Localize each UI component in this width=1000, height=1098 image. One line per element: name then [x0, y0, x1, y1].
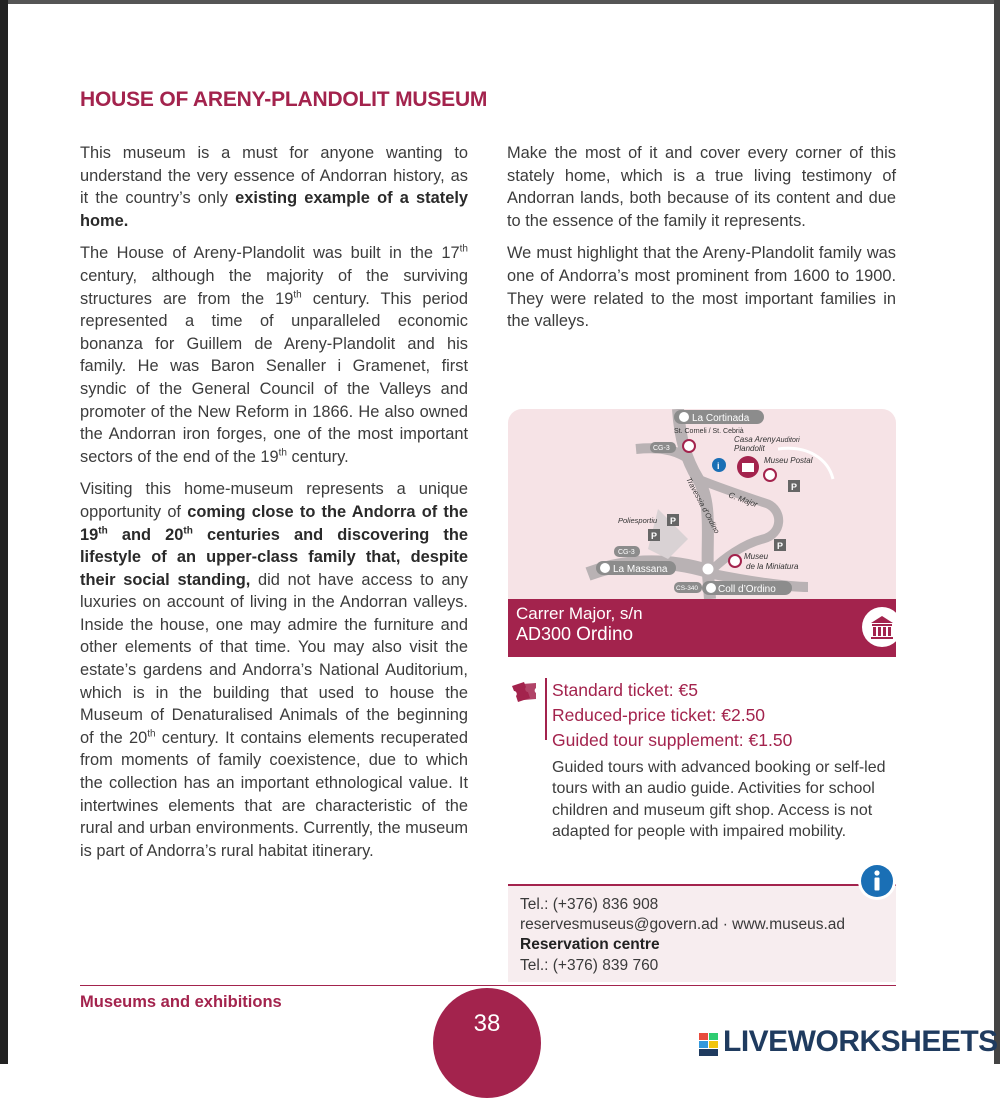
map-arrow-cortinada	[679, 412, 689, 422]
map-svg	[508, 409, 896, 599]
map-arrow-coll-ordino	[706, 583, 716, 593]
ticket-icon	[510, 678, 540, 706]
map-label-auditori: Auditori	[776, 437, 800, 444]
map-roundabout	[701, 562, 715, 576]
address-town-line	[516, 624, 633, 646]
contact-box	[508, 884, 896, 982]
svg-text:P: P	[777, 541, 784, 551]
map-museum-icon-glyph	[742, 463, 754, 472]
page-number-badge	[433, 988, 541, 1098]
watermark-text: LIVEWORKSHEETS	[723, 1025, 998, 1058]
left-paragraph-2: The House of Areny-Plandolit was built in the 17th century, although the majority of the surviving structures are from the 19th century. This period represented a time of unparalleled economic bonanza for Guillem de Areny-Plandolit and his family. He was Baron Senaller i Gramenet, first syndic of the General Council of the Valleys and promoter of the New Reform in 1866. He also owned the Andorran iron forges, one of the most important sectors of the end of the 19th century.	[80, 243, 468, 466]
info-icon	[858, 862, 896, 900]
page-frame-top	[0, 0, 1000, 4]
ticket-divider	[545, 678, 547, 740]
map-arrow-la-massana	[600, 563, 610, 573]
footer-rule	[80, 985, 896, 986]
map-label-museu-postal: Museu Postal	[764, 456, 813, 465]
map-church-icon	[683, 440, 695, 452]
contact-email-web[interactable]: reservesmuseus@govern.ad · www.museus.ad	[520, 916, 846, 933]
map-label-casa-areny-1: Casa Areny	[734, 435, 776, 444]
map-label-st-corneli: St. Corneli / St. Cebrià	[674, 428, 744, 435]
map-info-icon-glyph: i	[717, 461, 720, 471]
map-label-coll-ordino: Coll d’Ordino	[718, 584, 776, 595]
map-label-casa-areny-2: Plandolit	[734, 444, 765, 453]
ticket-info: Guided tours with advanced booking or self-led tours with an audio guide. Activities for school children and museum gift shop. Access is not adapted for people with impaired mobility.	[552, 759, 886, 840]
map-label-cg3-top: CG-3	[653, 445, 670, 452]
map-label-cs340: CS-340	[676, 585, 699, 592]
svg-text:P: P	[670, 516, 677, 526]
page-frame-left	[0, 0, 8, 1064]
ticket-standard: Standard ticket: €5	[552, 680, 698, 700]
address-street: Carrer Major, s/n	[516, 604, 643, 623]
contact-tel: Tel.: (+376) 836 908	[520, 896, 659, 913]
right-column	[507, 142, 896, 343]
map-label-c-major: C. Major	[727, 490, 759, 510]
reservation-tel: Tel.: (+376) 839 760	[520, 957, 659, 974]
page-frame-right	[994, 0, 1000, 1064]
museum-building-icon	[862, 607, 902, 647]
location-map	[508, 409, 896, 599]
map-label-poliesportiu: Poliesportiu	[618, 516, 658, 525]
liveworksheets-logo-icon	[697, 1029, 721, 1059]
left-paragraph-1: This museum is a must for anyone wanting to understand the very essence of Andorran history, as it the country’s only existing example of a stately home.	[80, 144, 468, 230]
address-town: Ordino	[576, 624, 634, 645]
map-museu-miniatura-icon	[729, 555, 741, 567]
ticket-reduced: Reduced-price ticket: €2.50	[552, 705, 766, 725]
page-number: 38	[473, 1010, 501, 1037]
right-paragraph-2: We must highlight that the Areny-Plandolit family was one of Andorra’s most prominent from 1600 to 1900. They were related to the most important families in the valleys.	[507, 244, 896, 331]
footer-section-label: Museums and exhibitions	[80, 993, 282, 1011]
address-postcode: AD300	[516, 624, 572, 644]
map-label-cg3-bottom: CG-3	[618, 549, 635, 556]
page-title: HOUSE OF ARENY-PLANDOLIT MUSEUM	[80, 88, 488, 111]
left-column	[80, 142, 468, 872]
map-museu-postal-icon	[764, 469, 776, 481]
map-label-la-cortinada: La Cortinada	[692, 413, 750, 424]
map-label-la-massana: La Massana	[613, 564, 668, 575]
svg-text:P: P	[651, 531, 658, 541]
map-label-museu-miniatura-2: de la Miniatura	[746, 562, 799, 571]
svg-text:P: P	[791, 482, 798, 492]
map-label-museu-miniatura-1: Museu	[744, 552, 769, 561]
right-paragraph-1: Make the most of it and cover every corner of this stately home, which is a true living testimony of Andorran lands, both because of its content and due to the essence of the family it represents.	[507, 144, 896, 230]
address-banner	[508, 599, 896, 657]
ticket-guided-supplement: Guided tour supplement: €1.50	[552, 730, 793, 750]
left-paragraph-3: Visiting this home-museum represents a unique opportunity of coming close to the Andorra of the 19th and 20th centuries and discovering the lifestyle of an upper-class family that, despite their social standing, did not have access to any luxuries on account of living in the Andorran valleys. Inside the house, one may admire the furniture and other elements of that time. You may also visit the estate’s gardens and Andorra’s National Auditorium, which is in the building that used to house the Museum of Denaturalised Animals of the beginning of the 20th century. It contains elements recuperated from moments of family coexistence, due to which the collection has an important ethnological value. It intertwines elements that are characteristic of the rural and urban environments. Currently, the museum is part of Andorra’s rural habitat itinerary.	[80, 480, 469, 860]
map-label-travessia: Travessia d’Ordino	[684, 475, 722, 536]
reservation-label: Reservation centre	[520, 936, 660, 953]
